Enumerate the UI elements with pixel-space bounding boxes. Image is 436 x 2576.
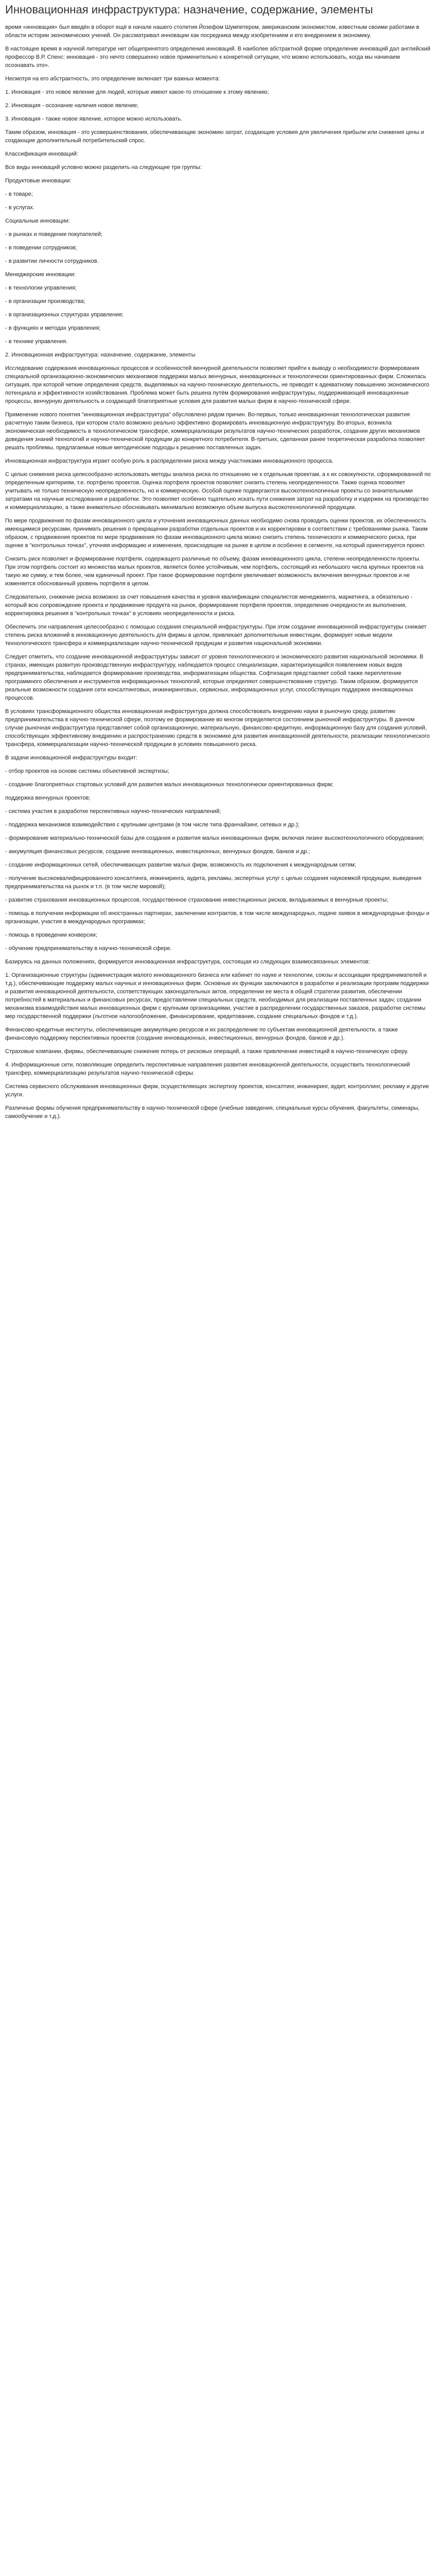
article-paragraph: - помощь в получении информации об иностранных партнерах, заключении контрактов, в том числе международных, подаче заявок в международные фонды и организации, участия в международных программах; bbox=[5, 910, 430, 925]
article-paragraph: 1. Инновация - это новое явление для людей, которые имеют какое-то отношение к этому явлению; bbox=[5, 89, 269, 96]
article-paragraph: - поддержка механизмов взаимодействия с крупными центрами (в том числе типа франчайзинг, сетевых и др.); bbox=[5, 822, 300, 828]
article-paragraph: Инновационная инфраструктура играет особую роль в распределении риска между участниками инновационного процесса. bbox=[5, 458, 334, 465]
article-paragraph: - в организационных структурах управления; bbox=[5, 312, 124, 318]
article-paragraph: - в товаре; bbox=[5, 191, 33, 198]
article-paragraph: - создание благоприятных стартовых условий для развития малых инновационных технологически ориентированных фирм; bbox=[5, 782, 334, 788]
article-paragraph: - в развитии личности сотрудников. bbox=[5, 258, 99, 265]
article-paragraph: 4. Информационные сети, позволяющие определить перспективные направления развития инновационной деятельности, осуществить технологический трансфер, коммерциализацию результатов научно-технической сферы. bbox=[5, 1062, 410, 1077]
article-paragraph: Несмотря на его абстрактность, это определение включает три важных момента: bbox=[5, 76, 220, 82]
article-paragraph: время «инновация» был введён в оборот ещё в начале нашего столетия Йозефом Шумпетером, американским экономистом, известным своими работами в области истории экономических учений. Он рассматривал инновации как посредника между изобретением и его внедрением в экономику. bbox=[5, 24, 420, 39]
article-paragraph: - в функциях и методах управления; bbox=[5, 325, 101, 332]
article-paragraph: - в организации производства; bbox=[5, 298, 85, 305]
article-paragraph: Исследование содержания инновационных процессов и особенностей венчурной деятельности позволяет прийти к выводу о необходимости формирования специальной организационно-экономических механизмов поддержки малых венчурных, инновационных и технологически ориентированных фирм. Сложилась ситуация, при которой четкие определения средств, выделяемых на научно-техническую деятельность, не приводят к адекватному повышению экономического потенциала и эффективности хозяйствования. Проблема может быть решена путём формирования инфраструктуры, поддерживающей инновационные процессы, венчурную деятельность и создающей благоприятные условия для развития малых фирм в научно-технической сфере. bbox=[5, 365, 429, 405]
article-paragraph: - в услугах. bbox=[5, 205, 34, 211]
article-paragraph: - аккумуляция финансовых ресурсов, создание инновационных, инвестиционных, венчурных фондов, банков и др.; bbox=[5, 849, 310, 855]
article-paragraph: Различные формы обучения предпринимательству в научно-технической сфере (учебные заведения, специальные курсы обучения, факультеты, семинары, самообучение и т.д.). bbox=[5, 1105, 420, 1120]
article-paragraph: 2. Инновация - осознание наличия новое явление; bbox=[5, 103, 139, 109]
article-paragraph: В условиях трансформационного общества инновационная инфраструктура должна способствовать внедрению науки в рыночную среду, развитию предпринимательства в научно-технической сфере, поэтому ее формирование во многом определяется состоянием рыночной инфраструктуры. В данном случае рыночная инфраструктура представляет собой организационную, материальную, финансово-кредитную, информационную базу для создания условий, способствующих эффективному внедрению и распространению средств в экономике для развития инновационной деятельности, реализации технологического трансфера, коммерциализации научно-технической продукции в условиях повышенного риска. bbox=[5, 708, 430, 748]
article-paragraph: - система участия в разработке перспективных научно-технических направлений; bbox=[5, 808, 221, 815]
article-paragraph: Обеспечить эти направления целесообразно с помощью создания специальной инфраструктуры. При этом создание инновационной инфраструктуры снижает степень риска вложений в инновационную деятельность для фирмы в целом, привлекает дополнительные инвестиции, формирует новые модели технологического трансфера и коммерциализации научно-технической продукции и развития национальной экономики. bbox=[5, 624, 427, 647]
article-paragraph: Продуктовые инновации: bbox=[5, 178, 72, 184]
article-paragraph: С целью снижения риска целесообразно использовать методы анализа риска по отношению не к отдельным проектам, а к их совокупности, сформированной по определенным критериям, т.е. портфелю проектов. Оценка портфеля проектов позволяет снизить степень неопределенности. Также оценка позволяет учитывать не только техническую неопределенность, но и коммерческую. Особой оценке подвергаются высокотехнологичные проекты со значительными затратами на научные исследования и разработки. Это позволяет особенно тщательно искать пути снижения затрат на разработку и издержек на производство и коммерциализацию, а также внимательно обосновывать минимально возможную объем выпуска высокотехнологичной продукции. bbox=[5, 471, 431, 511]
article-paragraph: - создание информационных сетей, обеспечивающих развитие малых фирм, возможность их подключения к международным сетям; bbox=[5, 862, 356, 869]
article-paragraph: Система сервисного обслуживания инновационных фирм, осуществляющих экспертизу проектов, консалтинг, инжиниринг, аудит, контроллинг, рекламу и другие услуги. bbox=[5, 1083, 429, 1098]
article-paragraph: - развитие страхования инновационных процессов, государственное страхование инвестиционных рисков, вкладываемых в венчурные проекты; bbox=[5, 897, 388, 904]
article-paragraph: Финансово-кредитные институты, обеспечивающие аккумуляцию ресурсов и их распределение по субъектам инновационной деятельности, а также финансовую поддержку перспективных проектов (создание инновационных, инвестиционных, венчурных фондов, банков и др.). bbox=[5, 1027, 398, 1042]
article-paragraph: - в рынках и поведении покупателей; bbox=[5, 231, 103, 238]
article-paragraph: В настоящее время в научной литературе нет общепринятого определения инноваций. В наиболее абстрактной форме определение инноваций дал английский профессор В.Р. Спенс: инновация - это нечто совершенно новое применительно к конкретной ситуации, что можно использовать, когда мы начинаем осознавать это». bbox=[5, 46, 430, 69]
article-paragraph: 2. Инновационная инфраструктура: назначение, содержание, элементы bbox=[5, 352, 196, 359]
article-paragraph: Все виды инноваций условно можно разделить на следующие три группы: bbox=[5, 164, 202, 171]
article-paragraph: Следовательно, снижение риска возможно за счет повышения качества и уровня квалификации специалистов менеджмента, маркетинга, а обязательно - который всю сопровождение проекта и продвижение продукта на рынок, формирование портфеля проектов, определение очередности их выполнения, корректировка решения в "контрольных точках" в условиях неопределенности и риска. bbox=[5, 594, 413, 617]
article-body bbox=[5, 23, 431, 1121]
article-paragraph: Снизить риск позволяет и формирование портфеля, содержащего различные по объему, фазам инновационного цикла, степени неопределенности проекты. При этом портфель состоит из множества малых проектов, является более устойчивым, чем портфель, состоящий из небольшого числа крупных проектов на такую же сумму, и тем более, чем единичный проект. При такое формирование портфеля увеличивает возможность включения венчурных проектов и не изменяется обоснованный уровень портфеля в целом. bbox=[5, 556, 424, 587]
article-paragraph: В задачи инновационной инфраструктуры входит: bbox=[5, 755, 137, 761]
article-paragraph: Следует отметить, что создание инновационной инфраструктуры зависит от уровня технологического и экономического развития национальной экономики. В странах, имеющих развитую производственную инфраструктуру, наблюдается процесс специализации, характеризующийся появлением новых видов предпринимательства, наблюдается формирование производства, информатизации общества. Софтизация представляет собой также переплетение программного обеспечения и инструментов информационных технологий, которые определяют совершенствование структур. Таким образом, формируется реальные возможности создания сети консалтинговых, инжиниринговых, сервисных, информационных услуг, способствующих поддержке инновационных процессов. bbox=[5, 654, 424, 702]
article-paragraph: Базируясь на данных положениях, формируется инновационная инфраструктура, состоящая из следующих взаимосвязанных элементов: bbox=[5, 959, 370, 965]
article-paragraph: Классификация инноваций: bbox=[5, 151, 78, 158]
article-paragraph: - в поведении сотрудников; bbox=[5, 245, 77, 251]
article-paragraph: 1. Организационные структуры (администрация малого инновационного бизнеса или кабинет по науке и технологии, союзы и ассоциации предпринимателей и т.д.), обеспечивающие поддержку малых научных и инновационных фирм. Основные их функции заключаются в разработке и реализации программ поддержки и развития инновационной деятельности, соответствующих законодательных актов, определении ее места в общей стратегии развития, обеспечении потребностей в материальных и финансовых ресурсах, предоставлении специальных средств, необходимых для реализации поставленных задач; создании механизма взаимодействия малых инновационных фирм с крупными организациями, участие в распределении государственных заказов, разработке системы мер государственной поддержки (льготное налогообложение, финансирование, кредитование, создание специальных фондов и т.д.). bbox=[5, 972, 429, 1020]
article-paragraph: - обучение предпринимательству в научно-технической сфере. bbox=[5, 945, 172, 952]
page-title: Инновационная инфраструктура: назначение, содержание, элементы bbox=[5, 3, 373, 16]
article-paragraph: - отбор проектов на основе системы объективной экспертизы; bbox=[5, 768, 169, 775]
article-paragraph: Применение нового понятия "инновационная инфраструктура" обусловлено рядом причин. Во-первых, только инновационная технологическая развития расчетную таким бизнеса, при котором стало возможно реально эффективно формировать инновационную инфраструктуру. Во-вторых, возникла экономическая необходимость в технологическом трансфере, коммерциализации результатов научно-технических разработок, создании других механизмов доведения знаний технологий и научно-технической продукции до конкретного потребителя. В-третьих, сделанная ранее теоретическая разработка позволяет решать проблемы, предлагаемые новые методические подходы к решению поставленных задач. bbox=[5, 412, 425, 451]
article-paragraph: - в технике управления. bbox=[5, 338, 68, 345]
article-paragraph: Страховые компании, фирмы, обеспечивающие снижение потерь от рисковых операций, а также привлечение инвестиций в научно-техническую сферу. bbox=[5, 1048, 409, 1055]
article-paragraph: - формирование материально-технической базы для создания и развития малых инновационных фирм, включая лизинг высокотехнологичного оборудования; bbox=[5, 835, 425, 842]
article-paragraph: - получение высококвалифицированного консалтинга, инжиниринга, аудита, рекламы, экспертных услуг с целью создания наукоемкой продукции, выведения предпринимательства на рынок и т.п. (в том числе мировой); bbox=[5, 875, 422, 890]
article-paragraph: По мере продвижения по фазам инновационного цикла и уточнения инновационных данных необходимо снова проводить оценки проектов, их обеспеченность имеющимися ресурсами, принимать решения о прекращении разработки отдельных проектов и их корректировки в соответствии с требованиями рынка. Таким образом, с продвижения проектов по мере продвижения по фазам инновационного цикла можно снизить степень технического и коммерческого риска, при оценке в "контрольных точках", уточняя информацию и изменения, происходящие на рынке в целом и особенно в сегменте, на который ориентируется проект. bbox=[5, 518, 428, 549]
article-paragraph: - в технологии управления; bbox=[5, 285, 77, 292]
article-paragraph: Менеджерские инновации: bbox=[5, 272, 76, 278]
document-page bbox=[0, 0, 436, 1136]
article-paragraph: Социальные инновации: bbox=[5, 218, 70, 225]
article-paragraph: Таким образом, инновация - это усовершенствования, обеспечивающие экономию затрат, создающие условия для увеличения прибыли или снижения цены и создающие дополнительный потребительский спрос. bbox=[5, 129, 424, 144]
article-paragraph: 3. Инновация - также новое явление, которое можно использовать. bbox=[5, 116, 183, 123]
article-paragraph: - помощь в проведении конверсии; bbox=[5, 932, 97, 939]
article-paragraph: поддержка венчурных проектов; bbox=[5, 795, 91, 802]
